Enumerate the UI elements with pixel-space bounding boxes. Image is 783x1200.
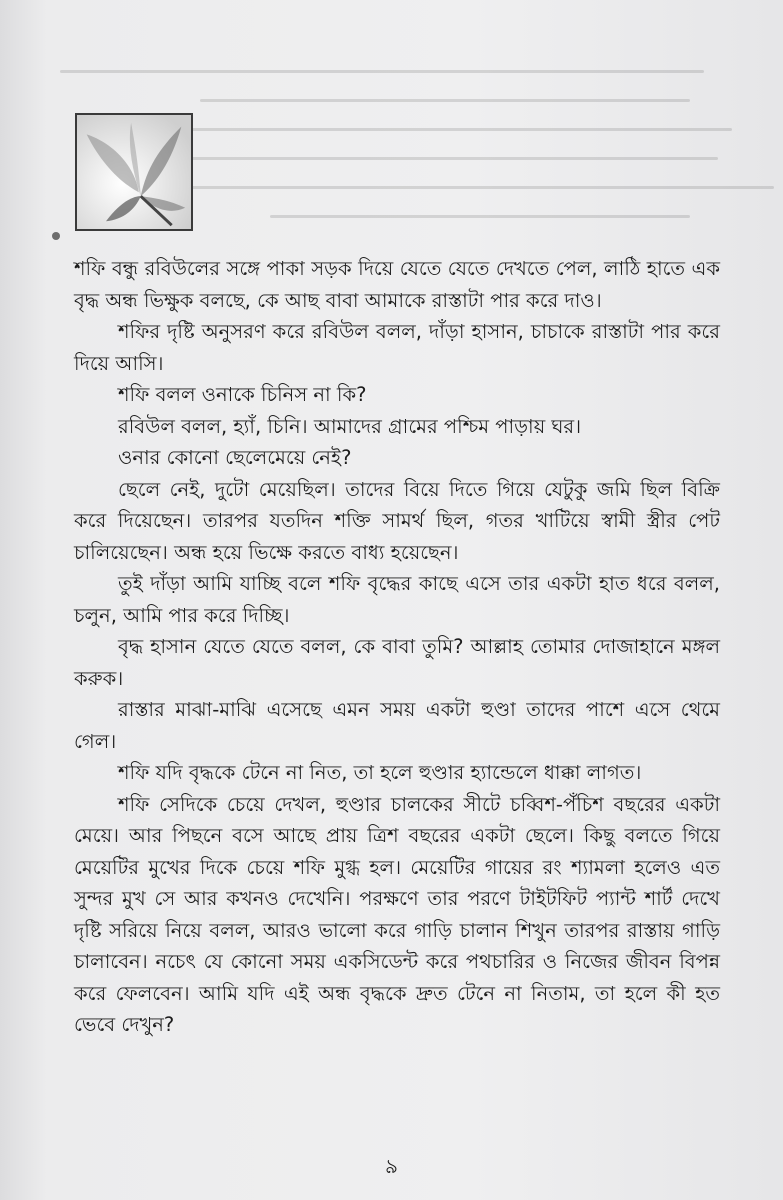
paragraph-8: বৃদ্ধ হাসান যেতে যেতে বলল, কে বাবা তুমি? আল্লাহ তোমার দোজাহানে মঙ্গল করুক। xyxy=(74,635,720,690)
paragraph-1: শফি বন্ধু রবিউলের সঙ্গে পাকা সড়ক দিয়ে যেতে যেতে দেখতে পেল, লাঠি হাতে এক বৃদ্ধ অন্ধ ভিক্ষুক বলছে, কে আছ বাবা আমাকে রাস্তাটা পার করে দাও। xyxy=(74,257,720,312)
paragraph-4: রবিউল বলল, হ্যাঁ, চিনি। আমাদের গ্রামের পশ্চিম পাড়ায় ঘর। xyxy=(118,414,582,438)
paragraph-11: শফি সেদিকে চেয়ে দেখল, হুণ্ডার চালকের সীটে চব্বিশ-পঁচিশ বছরের একটা মেয়ে। আর পিছনে বসে আছে প্রায় ত্রিশ বছরের একটা ছেলে। কিছু বলতে গিয়ে মেয়েটির মুখের দিকে চেয়ে শফি মুগ্ধ হল। মেয়েটির গায়ের রং শ্যামলা হলেও এত সুন্দর মুখ সে আর কখনও দেখেনি। পরক্ষণে তার পরণে টাইটফিট প্যান্ট শার্ট দেখে দৃষ্টি সরিয়ে নিয়ে বলল, আরও ভালো করে গাড়ি চালান শিখুন তারপর রাস্তায় গাড়ি চালাবেন। নচেৎ যে কোনো সময় একসিডেন্ট করে পথচারির ও নিজের জীবন বিপন্ন করে ফেলবেন। আমি যদি এই অন্ধ বৃদ্ধকে দ্রুত টেনে না নিতাম, তা হলে কী হত ভেবে দেখুন? xyxy=(74,792,720,1036)
paragraph-7: তুই দাঁড়া আমি যাচ্ছি বলে শফি বৃদ্ধের কাছে এসে তার একটা হাত ধরে বলল, চলুন, আমি পার করে দিচ্ছি। xyxy=(74,572,720,627)
paragraph-9: রাস্তার মাঝা-মাঝি এসেছে এমন সময় একটা হুণ্ডা তাদের পাশে এসে থেমে গেল। xyxy=(74,698,720,753)
leaf-ornament-icon xyxy=(75,113,193,231)
page-number: ৯ xyxy=(385,1154,398,1178)
paragraph-3: শফি বলল ওনাকে চিনিস না কি? xyxy=(118,383,367,406)
body-text xyxy=(74,253,720,1041)
paragraph-2: শফির দৃষ্টি অনুসরণ করে রবিউল বলল, দাঁড়া হাসান, চাচাকে রাস্তাটা পার করে দিয়ে আসি। xyxy=(74,320,720,375)
paragraph-5: ওনার কোনো ছেলেমেয়ে নেই? xyxy=(118,446,352,469)
margin-dot xyxy=(52,232,60,240)
paragraph-6: ছেলে নেই, দুটো মেয়েছিল। তাদের বিয়ে দিতে গিয়ে যেটুকু জমি ছিল বিক্রি করে দিয়েছেন। তারপর যতদিন শক্তি সামর্থ ছিল, গতর খাটিয়ে স্বামী স্ত্রীর পেট চালিয়েছেন। অন্ধ হয়ে ভিক্ষে করতে বাধ্য হয়েছেন। xyxy=(74,477,720,564)
paragraph-10: শফি যদি বৃদ্ধকে টেনে না নিত, তা হলে হুণ্ডার হ্যান্ডেলে ধাক্কা লাগত। xyxy=(118,761,642,784)
